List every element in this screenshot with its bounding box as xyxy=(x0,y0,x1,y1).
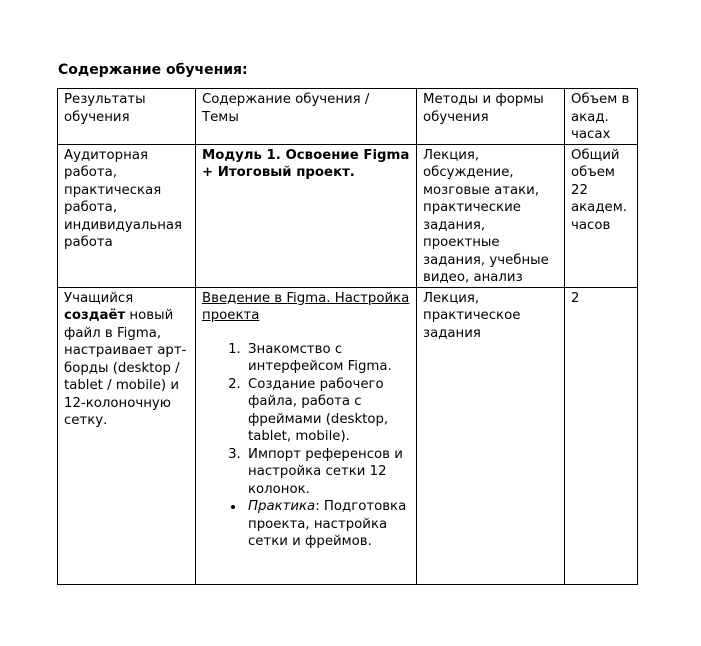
header-methods: Методы и формы обучения xyxy=(417,89,565,145)
module-row xyxy=(58,144,638,287)
table-header-row xyxy=(58,89,638,145)
topic-title: Введение в Figma. Настройка проекта xyxy=(202,290,410,323)
practice-text: : Подготовка проекта, настройка сетки и фреймов. xyxy=(248,499,407,549)
module-methods-cell: Лекция, обсуждение, мозговые атаки, практические задания, проектные задания, учебные видео, анализ xyxy=(417,144,565,287)
topic-row xyxy=(58,287,638,584)
practice-list xyxy=(202,498,410,551)
results-text-start: Учащийся xyxy=(64,290,134,306)
results-text-bold: создаёт xyxy=(64,308,126,323)
list-item: 1. Знакомство с интерфейсом Figma. xyxy=(245,341,410,376)
topic-list xyxy=(202,341,410,499)
results-text-end: новый файл в Figma, настраивает арт-борды (desktop / tablet / mobile) и 12-колоночную сетку. xyxy=(64,308,187,428)
header-content: Содержание обучения / Темы xyxy=(196,89,417,145)
topic-hours-cell: 2 xyxy=(565,287,638,584)
module-results-cell: Аудиторная работа, практическая работа, индивидуальная работа xyxy=(58,144,196,287)
topic-methods-cell: Лекция, практическое задания xyxy=(417,287,565,584)
list-item: 2. Создание рабочего файла, работа с фреймами (desktop, tablet, mobile). xyxy=(245,376,410,446)
list-item: 3. Импорт референсов и настройка сетки 12 колонок. xyxy=(245,446,410,499)
practice-label: Практика xyxy=(248,499,316,514)
topic-content-cell xyxy=(196,287,417,584)
section-heading: Содержание обучения: xyxy=(58,62,248,78)
practice-item xyxy=(245,498,410,551)
header-hours: Объем в акад. часах xyxy=(565,89,638,145)
curriculum-table xyxy=(57,88,638,585)
module-title-cell: Модуль 1. Освоение Figma + Итоговый проект. xyxy=(196,144,417,287)
module-hours-cell: Общий объем 22 академ. часов xyxy=(565,144,638,287)
topic-results-cell xyxy=(58,287,196,584)
header-results: Результаты обучения xyxy=(58,89,196,145)
